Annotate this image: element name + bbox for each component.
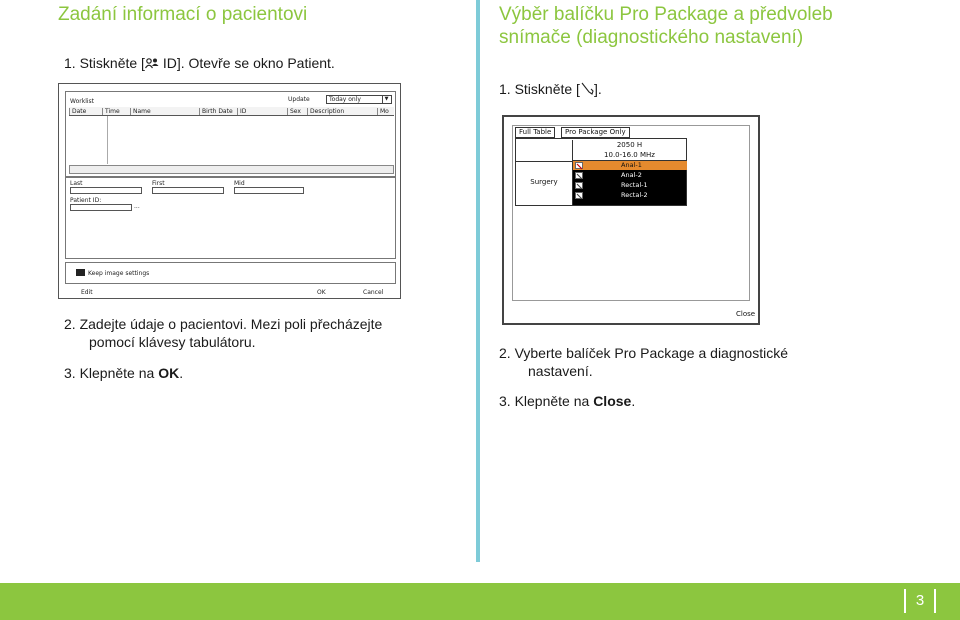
last-name-field[interactable]: [70, 187, 142, 194]
preset-label: Rectal-1: [621, 181, 648, 189]
dropdown-arrow-icon[interactable]: ▼: [382, 96, 390, 103]
right-step-3-bold: Close: [593, 393, 632, 409]
keep-settings-panel: [65, 262, 396, 284]
left-step-2-line-2: pomocí klávesy tabulátoru.: [89, 334, 256, 350]
probe-icon: [575, 172, 583, 179]
column-header[interactable]: Mo: [377, 108, 389, 115]
probe-frequency: 10.0-16.0 MHz: [604, 151, 655, 159]
tab-pro-package-only[interactable]: Pro Package Only: [561, 127, 630, 138]
left-step-1-prefix: 1. Stiskněte [: [64, 55, 145, 71]
patient-id-icon: [145, 55, 159, 67]
right-heading-line-1: Výběr balíčku Pro Package a předvoleb: [499, 4, 833, 25]
close-button[interactable]: Close: [736, 310, 756, 318]
horizontal-scrollbar[interactable]: [69, 165, 394, 174]
left-step-3-suffix: .: [179, 365, 184, 381]
preset-label: Anal-1: [621, 161, 642, 169]
right-step-3: [499, 392, 635, 410]
worklist-panel: [65, 91, 396, 177]
keep-settings-checkbox[interactable]: [76, 269, 85, 276]
first-label: First: [152, 180, 165, 187]
page-number: 3: [904, 589, 936, 613]
probe-header: [572, 140, 686, 161]
left-step-3-prefix: 3. Klepněte na: [64, 365, 159, 381]
package-window-screenshot: [502, 115, 760, 325]
patient-window-screenshot: [58, 83, 401, 299]
right-step-3-prefix: 3. Klepněte na: [499, 393, 594, 409]
right-step-2: [499, 344, 788, 380]
last-label: Last: [70, 180, 83, 187]
column-header[interactable]: Birth Date: [199, 108, 233, 115]
probe-icon: [580, 81, 594, 94]
probe-name: 2050 H: [616, 141, 643, 149]
tab-full-table[interactable]: Full Table: [515, 127, 555, 138]
column-header[interactable]: Description: [307, 108, 344, 115]
right-step-1-prefix: 1. Stiskněte [: [499, 81, 580, 97]
patient-id-label: Patient ID:: [70, 197, 102, 204]
cancel-button[interactable]: Cancel: [363, 289, 384, 296]
probe-icon: [575, 182, 583, 189]
column-header[interactable]: Date: [69, 108, 86, 115]
left-step-2: [64, 315, 382, 351]
patient-id-field[interactable]: [70, 204, 132, 211]
mid-label: Mid: [234, 180, 245, 187]
right-step-2-line-2: nastavení.: [528, 363, 593, 379]
middle-name-field[interactable]: [234, 187, 304, 194]
preset-row[interactable]: [573, 191, 687, 200]
probe-icon: [575, 192, 583, 199]
column-header[interactable]: ID: [237, 108, 246, 115]
package-grid: [515, 138, 687, 206]
left-step-1: [64, 54, 335, 72]
column-divider-bar: [476, 0, 480, 562]
right-step-2-line-1: 2. Vyberte balíček Pro Package a diagnostické: [499, 345, 788, 361]
ok-button[interactable]: OK: [317, 289, 326, 296]
package-name[interactable]: Surgery: [516, 161, 572, 205]
worklist-label: Worklist: [70, 98, 95, 105]
left-step-3-bold: OK: [158, 365, 180, 381]
column-header[interactable]: Name: [130, 108, 151, 115]
filter-select[interactable]: [326, 95, 392, 104]
column-header[interactable]: Time: [102, 108, 120, 115]
edit-button[interactable]: Edit: [81, 289, 93, 296]
worklist-header: [69, 107, 394, 116]
left-step-2-line-1: 2. Zadejte údaje o pacientovi. Mezi poli přecházejte: [64, 316, 383, 332]
left-step-1-suffix: ID]. Otevře se okno Patient.: [158, 55, 335, 71]
patient-form: [65, 177, 396, 259]
package-panel: [512, 125, 750, 301]
column-divider: [107, 116, 108, 164]
probe-icon: [575, 162, 583, 169]
filter-value: Today only: [329, 96, 361, 103]
preset-label: Anal-2: [621, 171, 642, 179]
right-heading-line-2: snímače (diagnostického nastavení): [499, 27, 804, 48]
right-step-1-suffix: ].: [593, 81, 602, 97]
left-step-3: [64, 364, 183, 382]
right-step-1: [499, 80, 602, 98]
left-heading: Zadání informací o pacientovi: [58, 4, 308, 25]
column-header[interactable]: Sex: [287, 108, 301, 115]
preset-row[interactable]: [573, 171, 687, 180]
preset-row[interactable]: [573, 161, 687, 170]
footer-bar: [0, 583, 960, 620]
more-button[interactable]: ...: [134, 203, 140, 210]
preset-row[interactable]: [573, 181, 687, 190]
preset-list: [572, 161, 686, 205]
keep-settings-label: Keep image settings: [88, 270, 150, 277]
preset-label: Rectal-2: [621, 191, 648, 199]
first-name-field[interactable]: [152, 187, 224, 194]
right-heading: [499, 3, 833, 49]
right-step-3-suffix: .: [631, 393, 636, 409]
update-label: Update: [288, 96, 310, 103]
